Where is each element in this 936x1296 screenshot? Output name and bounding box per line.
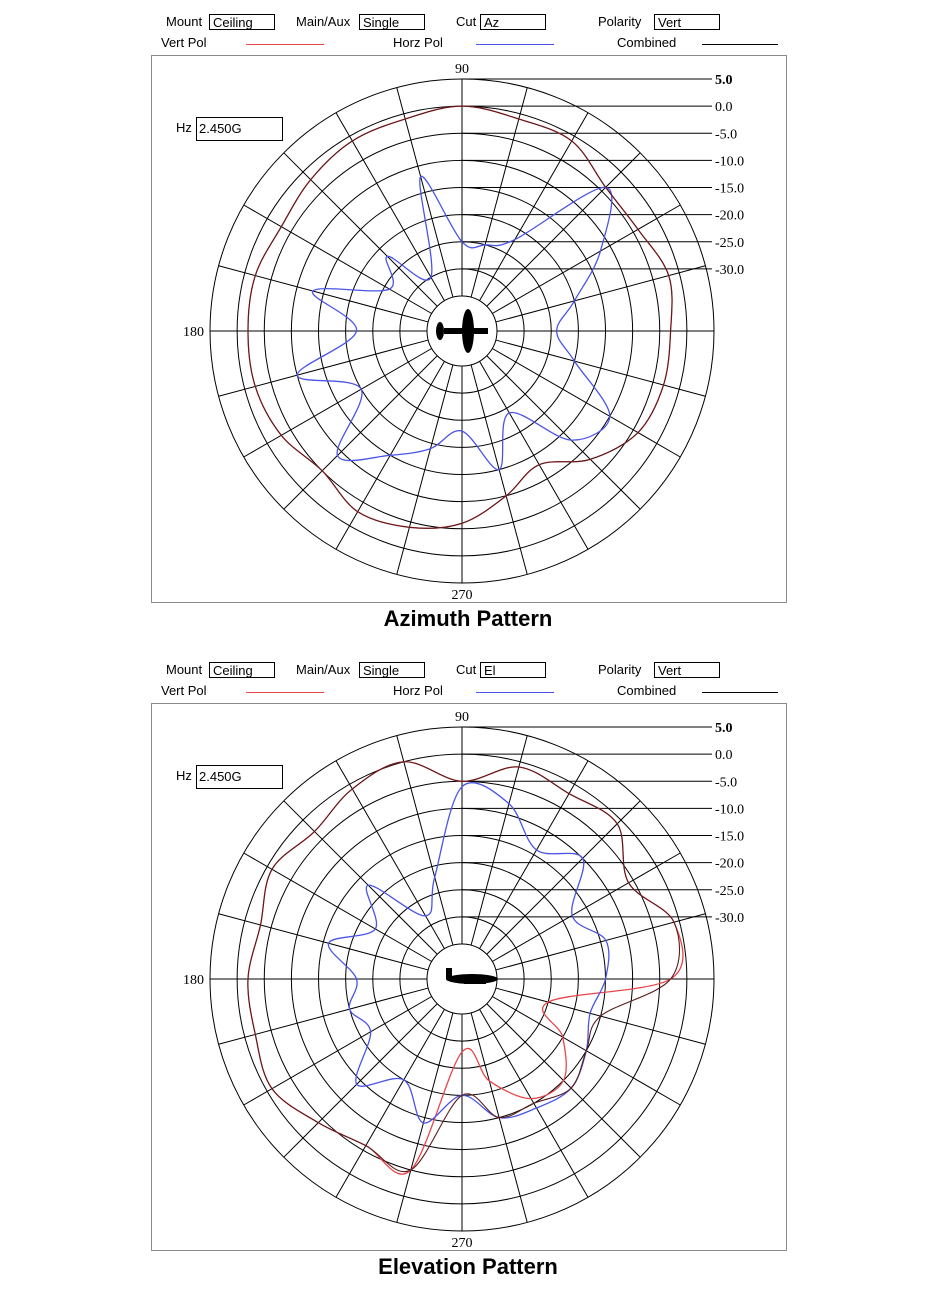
angle-label-90: 90 [455, 62, 469, 77]
aircraft-wing [464, 980, 486, 984]
legend-horz-label: Horz Pol [393, 683, 443, 698]
grid-spoke [284, 1004, 437, 1157]
ring-label: -10.0 [715, 154, 745, 170]
grid-spoke [487, 356, 640, 509]
polarity-field[interactable]: Vert [654, 14, 720, 30]
series-vert-line [248, 106, 672, 528]
legend-vert-line [246, 692, 324, 693]
legend-combined-line [702, 692, 778, 693]
azimuth-plot [151, 55, 787, 603]
ring-label: -5.0 [715, 775, 738, 791]
polarity-label: Polarity [598, 14, 642, 29]
angle-label-180: 180 [183, 973, 204, 988]
mainaux-label: Main/Aux [296, 662, 351, 677]
angle-label-270: 270 [451, 588, 473, 603]
hz-label: Hz [176, 768, 192, 783]
grid-spoke [284, 801, 437, 954]
series-horz-line [328, 783, 609, 1123]
mount-field[interactable]: Ceiling [209, 662, 275, 678]
polarity-field[interactable]: Vert [654, 662, 720, 678]
mount-label: Mount [166, 14, 203, 29]
ring-label: -20.0 [715, 208, 745, 224]
mainaux-field[interactable]: Single [359, 662, 425, 678]
hz-label: Hz [176, 120, 192, 135]
angle-label-270: 270 [451, 1236, 473, 1251]
controls-bar [0, 8, 936, 56]
ring-label: -20.0 [715, 856, 745, 872]
mainaux-field[interactable]: Single [359, 14, 425, 30]
grid-spoke [284, 153, 437, 306]
aircraft-tail [446, 968, 452, 979]
ring-label: 0.0 [715, 100, 733, 116]
series-horz-line [297, 176, 612, 469]
aircraft-icon [436, 309, 488, 353]
ring-label: 5.0 [715, 73, 733, 88]
angle-label-90: 90 [455, 710, 469, 725]
cut-label: Cut [456, 662, 477, 677]
ring-label: -15.0 [715, 829, 745, 845]
legend-combined-line [702, 44, 778, 45]
polarity-label: Polarity [598, 662, 642, 677]
hz-field[interactable]: 2.450G [196, 117, 283, 141]
grid-spoke [284, 356, 437, 509]
ring-label: -30.0 [715, 262, 745, 278]
ring-label: -10.0 [715, 802, 745, 818]
chart-caption: Elevation Pattern [378, 1254, 558, 1279]
legend-horz-line [476, 692, 554, 693]
aircraft-icon [446, 968, 498, 984]
legend-vert-line [246, 44, 324, 45]
ring-label: -25.0 [715, 883, 745, 899]
cut-label: Cut [456, 14, 477, 29]
controls-bar [0, 656, 936, 704]
legend-horz-line [476, 44, 554, 45]
ring-label: -5.0 [715, 127, 738, 143]
aircraft-tail [436, 322, 444, 340]
legend-combined-label: Combined [617, 683, 677, 698]
hz-field[interactable]: 2.450G [196, 765, 283, 789]
grid-spoke [487, 153, 640, 306]
chart-caption: Azimuth Pattern [383, 606, 553, 631]
aircraft-wing [444, 328, 488, 334]
series-combined-line [248, 106, 672, 528]
mount-field[interactable]: Ceiling [209, 14, 275, 30]
ring-label: 0.0 [715, 748, 733, 764]
ring-label: -25.0 [715, 235, 745, 251]
cut-field[interactable]: Az [480, 14, 546, 30]
legend-vert-label: Vert Pol [161, 35, 207, 50]
mount-label: Mount [166, 662, 203, 677]
ring-label: 5.0 [715, 721, 733, 736]
mainaux-label: Main/Aux [296, 14, 351, 29]
cut-field[interactable]: El [480, 662, 546, 678]
series-combined-line [248, 762, 680, 1172]
legend-vert-label: Vert Pol [161, 683, 207, 698]
legend-combined-label: Combined [617, 35, 677, 50]
elevation-plot [151, 703, 787, 1251]
ring-label: -15.0 [715, 181, 745, 197]
ring-label: -30.0 [715, 910, 745, 926]
legend-horz-label: Horz Pol [393, 35, 443, 50]
angle-label-180: 180 [183, 325, 204, 340]
elevation-panel [0, 648, 936, 1296]
